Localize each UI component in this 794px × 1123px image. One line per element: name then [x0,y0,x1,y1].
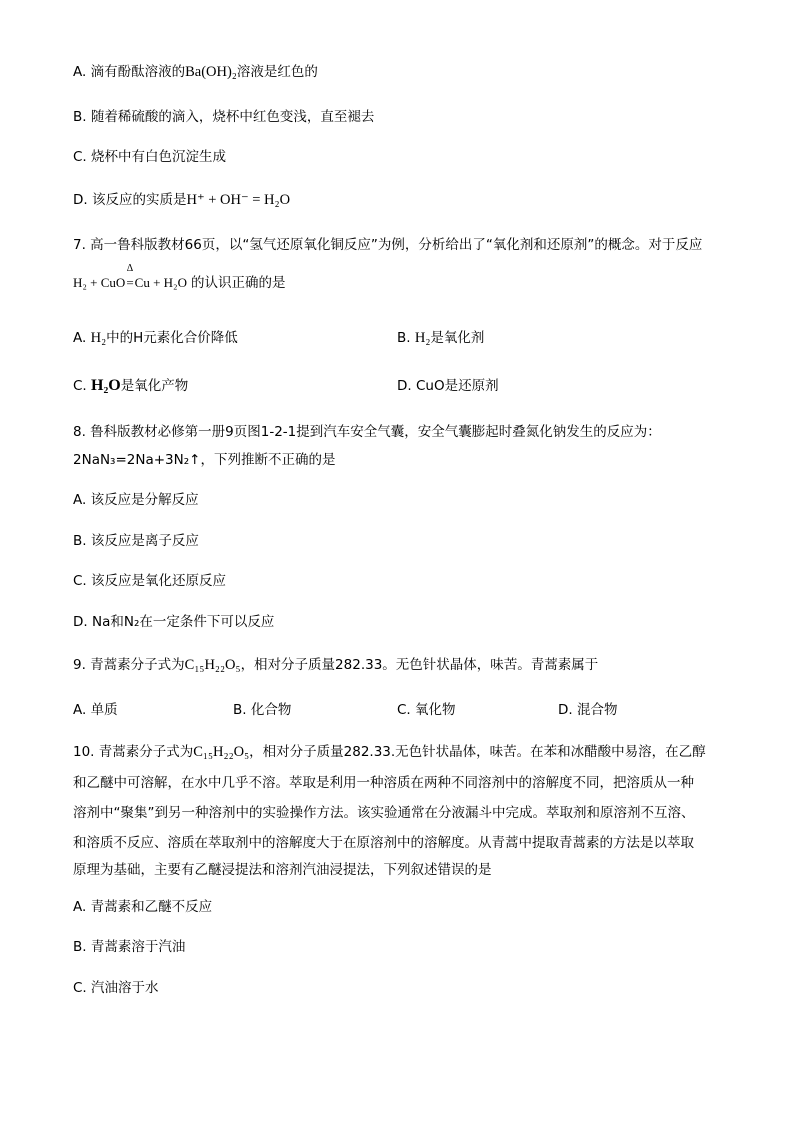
q10-stem-line3: 溶剂中“聚集”到另一种溶剂中的实验操作方法。该实验通常在分液漏斗中完成。萃取剂和原溶剂不互溶、 [73,805,695,821]
q6-option-a-formula: Ba(OH)₂ [185,64,237,80]
q7-equation-reactants: H₂ + CuO [73,275,126,290]
q6-option-d [73,190,290,210]
q8-option-c: C. 该反应是氧化还原反应 [73,573,227,589]
q7-option-d-tail: 是还原剂 [444,378,499,394]
q8-stem-line2: 2NaN₃=2Na+3N₂↑，下列推断不正确的是 [73,452,336,468]
q10-option-a: A. 青蒿素和乙醚不反应 [73,899,213,915]
q6-option-d-formula: H⁺ + OH⁻ = H₂O [186,192,291,208]
q7-option-c-label: C. [73,378,87,394]
q7-option-b-formula: H₂ [414,330,431,346]
q6-option-a-text: A. 滴有酚酞溶液的 [73,64,186,80]
q7-option-c [73,376,188,396]
q6-option-c: C. 烧杯中有白色沉淀生成 [73,149,227,165]
q10-stem-line1-formula: C₁₅H₂₂O₅ [193,744,250,760]
q7-equation-products: Cu + H₂O [134,275,187,290]
q10-option-c: C. 汽油溶于水 [73,980,159,996]
q9-option-d: D. 混合物 [558,702,618,718]
q6-option-a-tail: 溶液是红色的 [236,64,318,80]
q7-equation-line [73,263,286,293]
q6-option-a [73,62,318,82]
q7-option-d [397,376,499,396]
q8-option-d: D. Na和N₂在一定条件下可以反应 [73,614,275,630]
q9-stem-tail: ，相对分子质量282.33。无色针状晶体，味苦。青蒿素属于 [240,657,599,673]
q10-option-b: B. 青蒿素溶于汽油 [73,939,186,955]
q10-stem-line2: 和乙醚中可溶解，在水中几乎不溶。萃取是利用一种溶质在两种不同溶剂中的溶解度不同，把溶质从一种 [73,775,694,791]
q7-equation-heating-sign [126,263,134,293]
q7-option-a [73,328,238,348]
q9-stem [73,655,598,675]
q10-stem-line5: 原理为基础，主要有乙醚浸提法和溶剂汽油浸提法，下列叙述错误的是 [73,862,492,878]
q8-stem-line1: 8. 鲁科版教材必修第一册9页图1-2-1提到汽车安全气囊，安全气囊膨起时叠氮化钠发生的反应为： [73,424,661,440]
q7-stem-tail: 的认识正确的是 [190,275,286,291]
q10-stem-line1-text: 10. 青蒿素分子式为 [73,744,194,760]
q6-option-d-text: D. 该反应的实质是 [73,192,187,208]
q10-stem-line4: 和溶质不反应、溶质在萃取剂中的溶解度大于在原溶剂中的溶解度。从青蒿中提取青蒿素的方法是以萃取 [73,835,694,851]
q9-option-b: B. 化合物 [233,702,292,718]
q7-stem: 7. 高一鲁科版教材66页，以“氢气还原氧化铜反应”为例，分析给出了“氧化剂和还原剂”的概念。对于反应 [73,237,703,253]
q10-stem-line1-tail: ，相对分子质量282.33.无色针状晶体，味苦。在苯和冰醋酸中易溶，在乙醇 [249,744,706,760]
q7-option-a-formula: H₂ [90,330,107,346]
q7-equation-equals-sign: = [126,275,134,290]
q7-option-a-label: A. [73,330,87,346]
q9-option-c: C. 氧化物 [397,702,456,718]
q9-option-a: A. 单质 [73,702,118,718]
q7-option-d-label: D. [397,378,412,394]
q7-option-c-formula: H₂O [91,377,121,394]
q7-option-c-tail: 是氧化产物 [120,378,189,394]
q7-option-d-formula: CuO [415,378,445,394]
q9-stem-text: 9. 青蒿素分子式为 [73,657,185,673]
q7-option-b [397,328,484,348]
q7-option-a-tail: 中的H元素化合价降低 [106,330,238,346]
q7-option-b-label: B. [397,330,411,346]
q7-equation-delta-symbol: Δ [126,263,134,274]
q7-option-b-tail: 是氧化剂 [430,330,485,346]
q10-stem-line1 [73,742,706,762]
q9-stem-formula: C₁₅H₂₂O₅ [184,657,241,673]
q6-option-b: B. 随着稀硫酸的滴入，烧杯中红色变浅，直至褪去 [73,109,375,125]
q8-option-b: B. 该反应是离子反应 [73,533,199,549]
q8-option-a: A. 该反应是分解反应 [73,492,199,508]
